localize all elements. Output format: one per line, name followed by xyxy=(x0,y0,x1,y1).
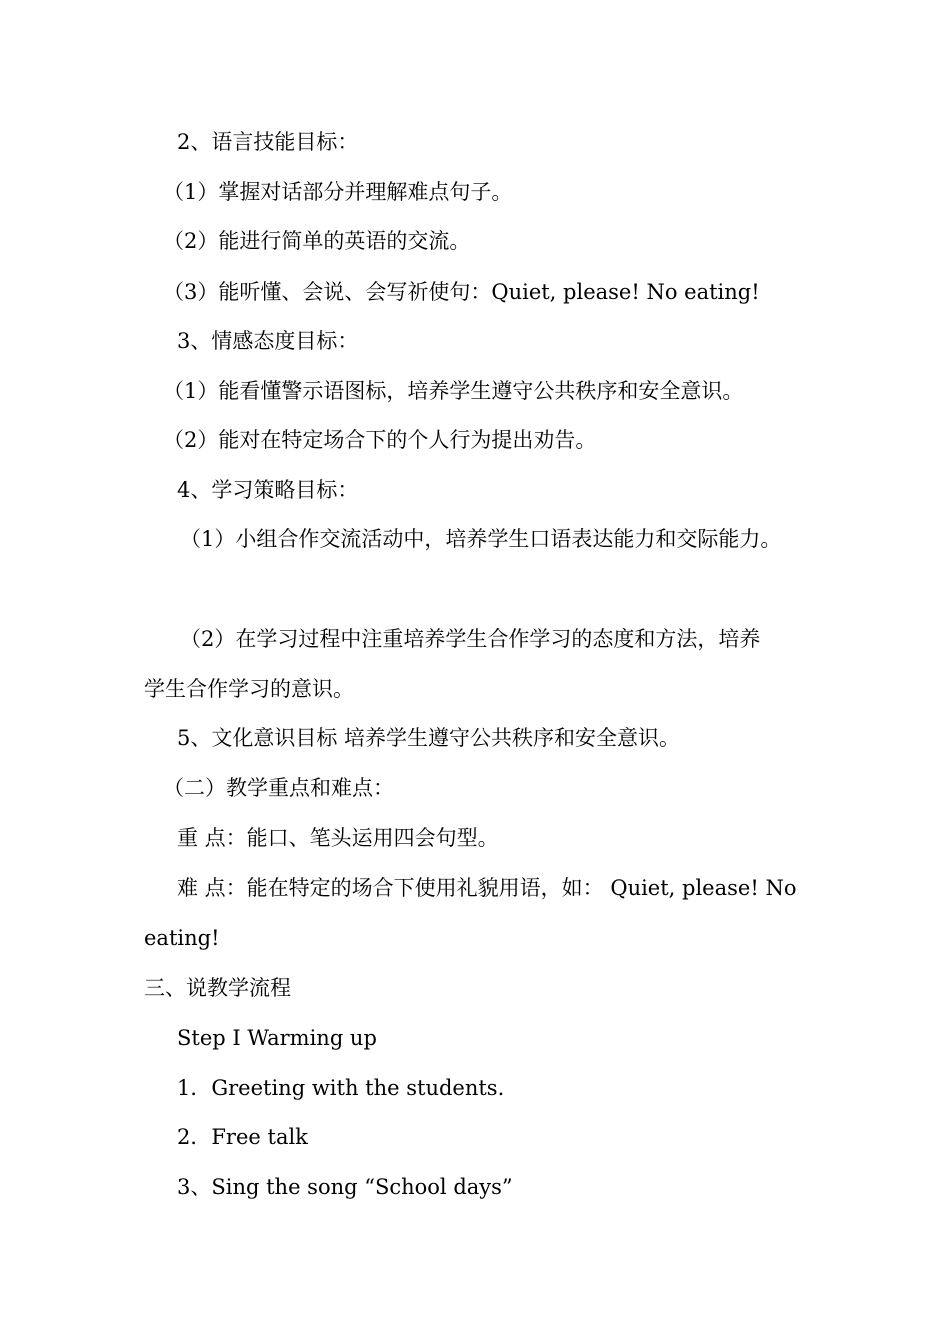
section-strategy-heading: 4、学习策略目标： xyxy=(177,478,359,502)
section-key-points-heading: （二）教学重点和难点： xyxy=(163,776,394,800)
key-point-text: 重 点：能口、笔头运用四会句型。 xyxy=(177,826,499,850)
list-item: （2）在学习过程中注重培养学生合作学习的态度和方法，培养 xyxy=(180,627,761,651)
section-language-skills-heading: 2、语言技能目标： xyxy=(177,130,359,154)
difficult-point-continuation: eating! xyxy=(144,926,220,950)
list-item-continuation: 学生合作学习的意识。 xyxy=(144,677,354,701)
step-item: 2．Free talk xyxy=(177,1125,308,1149)
step-item: 1．Greeting with the students. xyxy=(177,1076,505,1100)
list-item: （2）能进行简单的英语的交流。 xyxy=(163,229,471,253)
list-item: （1）掌握对话部分并理解难点句子。 xyxy=(163,180,513,204)
section-emotion-heading: 3、情感态度目标： xyxy=(177,329,359,353)
step-item: 3、Sing the song “School days” xyxy=(177,1175,513,1199)
section-culture-heading: 5、文化意识目标 培养学生遵守公共秩序和安全意识。 xyxy=(177,726,681,750)
list-item: （3）能听懂、会说、会写祈使句：Quiet, please! No eating! xyxy=(163,280,760,304)
section-teaching-process-heading: 三、说教学流程 xyxy=(144,976,291,1000)
list-item: （2）能对在特定场合下的个人行为提出劝告。 xyxy=(163,428,597,452)
list-item: （1）小组合作交流活动中，培养学生口语表达能力和交际能力。 xyxy=(180,527,782,551)
list-item: （1）能看懂警示语图标，培养学生遵守公共秩序和安全意识。 xyxy=(163,379,744,403)
step-heading: Step I Warming up xyxy=(177,1026,377,1050)
difficult-point-text: 难 点：能在特定的场合下使用礼貌用语，如： Quiet, please! No xyxy=(177,876,797,900)
